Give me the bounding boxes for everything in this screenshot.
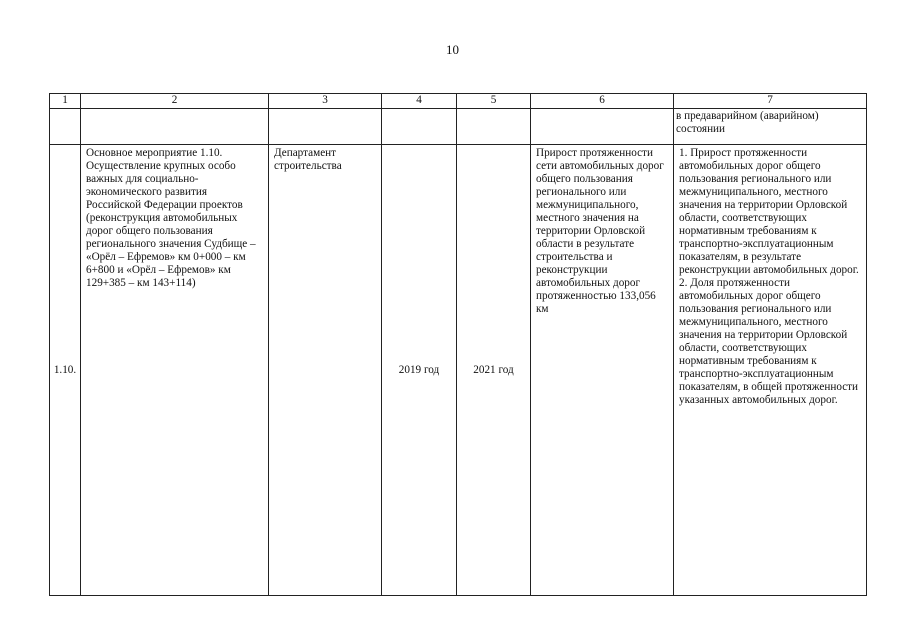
column-header: 1 bbox=[50, 94, 81, 109]
table-header-row bbox=[50, 94, 867, 109]
measure-description: Основное мероприятие 1.10. Осуществление крупных особо важных для социально-экономического развития Российской Федерации проектов (реконструкция автомобильных дорог общего пользования регионального значения Судбище – «Орёл – Ефремов» км 0+000 – км 6+800 и «Орёл – Ефремов» км 129+385 – км 143+114) bbox=[81, 145, 269, 596]
end-year: 2021 год bbox=[457, 145, 531, 596]
table-row bbox=[50, 145, 867, 596]
start-year: 2019 год bbox=[382, 145, 457, 596]
column-header: 6 bbox=[531, 94, 674, 109]
column-header: 4 bbox=[382, 94, 457, 109]
continuation-row bbox=[50, 109, 867, 145]
indicator-item: 2. Доля протяженности автомобильных дорог общего пользования регионального или межмуниципального, местного значения на территории Орловской области, соответствующих нормативным требованиям к транспортно-эксплуатационным показателям, в общей протяженности указанных автомобильных дорог. bbox=[679, 277, 859, 406]
empty-cell bbox=[457, 109, 531, 145]
empty-cell bbox=[382, 109, 457, 145]
empty-cell bbox=[81, 109, 269, 145]
column-header: 5 bbox=[457, 94, 531, 109]
page-number: 10 bbox=[446, 42, 459, 57]
empty-cell bbox=[531, 109, 674, 145]
indicator-item: 1. Прирост протяженности автомобильных дорог общего пользования регионального или межмуниципального, местного значения на территории Орловской области, соответствующих нормативным требованиям к транспортно-эксплуатационным показателям, в результате реконструкции автомобильных дорог. bbox=[679, 147, 859, 276]
expected-result: Прирост протяженности сети автомобильных дорог общего пользования регионального или межмуниципального, местного значения на территории Орловской области в результате строительства и реконструкции автомобильных дорог протяженностью 133,056 км bbox=[531, 145, 674, 596]
continuation-text: в предаварийном (аварийном) состоянии bbox=[674, 109, 867, 145]
empty-cell bbox=[50, 109, 81, 145]
indicators-cell bbox=[674, 145, 867, 596]
executor: Департамент строительства bbox=[269, 145, 382, 596]
column-header: 3 bbox=[269, 94, 382, 109]
program-table bbox=[49, 93, 867, 596]
column-header: 2 bbox=[81, 94, 269, 109]
empty-cell bbox=[269, 109, 382, 145]
row-number: 1.10. bbox=[50, 145, 81, 596]
column-header: 7 bbox=[674, 94, 867, 109]
